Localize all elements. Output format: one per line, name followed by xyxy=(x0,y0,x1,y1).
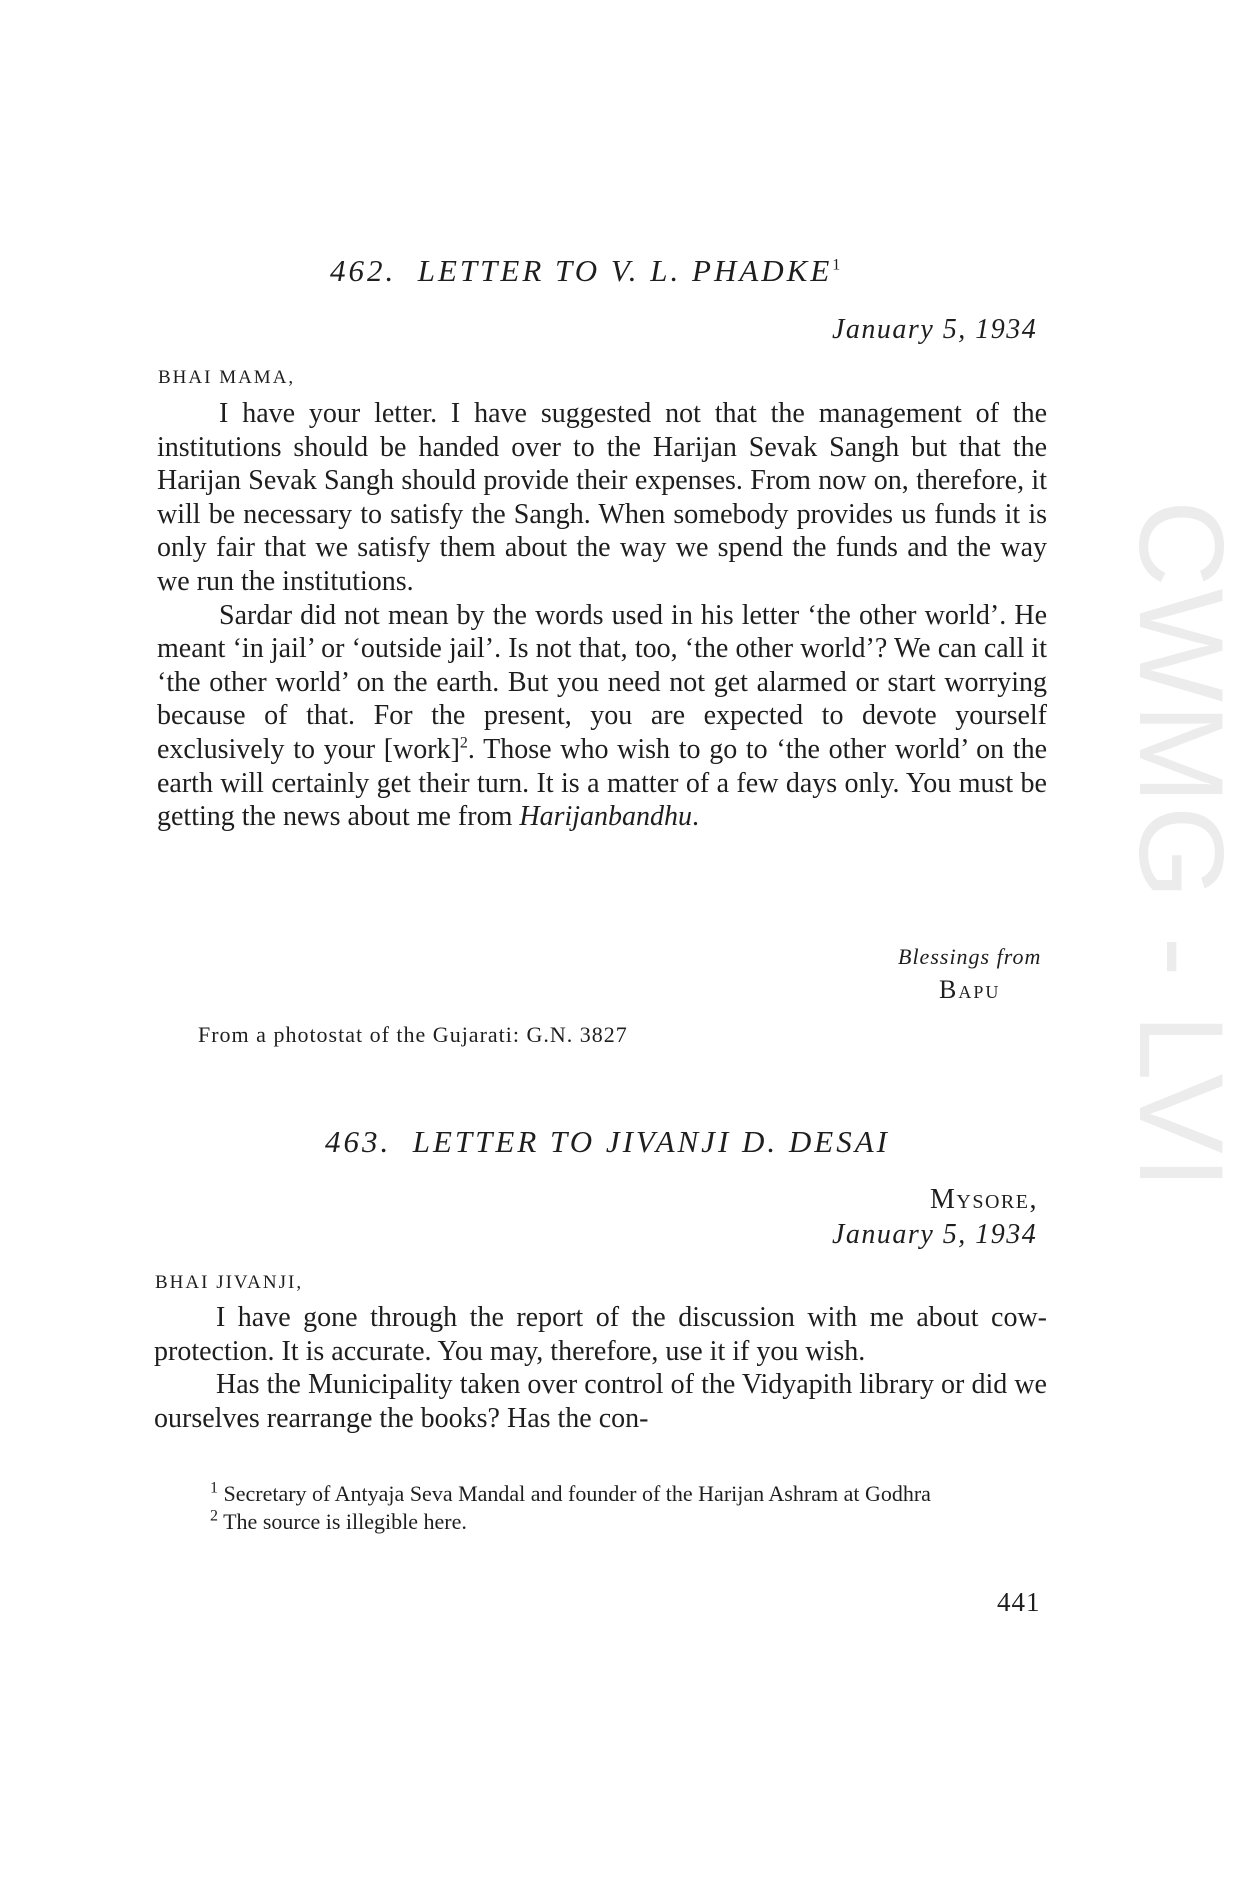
paragraph: Has the Municipality taken over control of the Vidyapith library or did we ourselves rearrange the books? Has the con- xyxy=(154,1369,1047,1434)
letter-463-date: January 5, 1934 xyxy=(832,1219,1038,1250)
letter-title: LETTER TO JIVANJI D. DESAI xyxy=(412,1124,890,1159)
sign-off: Blessings from xyxy=(898,944,1042,969)
letter-462-heading xyxy=(330,253,840,289)
letter-462-salutation: BHAI MAMA, xyxy=(158,367,296,388)
footnotes xyxy=(154,1480,1047,1536)
footnote-ref: 1 xyxy=(832,256,841,274)
watermark: CWMG - LVI xyxy=(1114,500,1248,1192)
paragraph: I have gone through the report of the discussion with me about cow-protection. It is accurate. You may, therefore, use it if you wish. xyxy=(154,1302,1047,1367)
paragraph xyxy=(157,599,1047,834)
letter-462-body xyxy=(157,397,1047,834)
footnote-text: The source is illegible here. xyxy=(223,1509,467,1534)
footnote xyxy=(154,1508,1047,1536)
letter-number: 462. xyxy=(330,253,397,288)
publication-title: Harijanbandhu xyxy=(519,801,693,833)
letter-463-heading xyxy=(325,1124,890,1160)
paragraph: I have your letter. I have suggested not that the management of the institutions should be handed over to the Harijan Sevak Sangh but that the Harijan Sevak Sangh should provide their expenses. From now on, therefore, it will be necessary to satisfy the Sangh. When somebody provides us funds it is only fair that we satisfy them about the way we spend the funds and the way we run the institutions. xyxy=(157,398,1047,597)
letter-462-date: January 5, 1934 xyxy=(832,314,1038,345)
letter-463-place: Mysore, xyxy=(930,1184,1038,1215)
paragraph-text: . xyxy=(692,801,700,833)
footnote-ref: 2 xyxy=(459,734,468,752)
footnote-number: 2 xyxy=(210,1507,218,1525)
footnote-text: Secretary of Antyaja Seva Mandal and founder of the Harijan Ashram at Godhra xyxy=(223,1481,931,1506)
source-note: From a photostat of the Gujarati: G.N. 3827 xyxy=(198,1022,628,1047)
page-number: 441 xyxy=(997,1587,1041,1617)
letter-number: 463. xyxy=(325,1124,392,1159)
footnote xyxy=(154,1480,1047,1508)
letter-title: LETTER TO V. L. PHADKE xyxy=(417,253,833,288)
signature: Bapu xyxy=(939,975,1001,1004)
footnote-number: 1 xyxy=(210,1479,218,1497)
paragraph-text: . Those who wish to go to ‘the other world’ on the earth will certainly get their turn. It is a matter of a few days only. You must be getting the news about me from xyxy=(157,733,1047,833)
paragraph-text: Sardar did not mean by the words used in his letter ‘the other world’. He meant ‘in jail’ or ‘outside jail’. Is not that, too, ‘the other world’? We can call it ‘the other world’ on the earth. But you need not get alarmed or start worrying because of that. For the present, you are expected to devote yourself exclusively to your [work] xyxy=(157,599,1047,765)
letter-463-salutation: BHAI JIVANJI, xyxy=(155,1272,304,1293)
letter-463-body xyxy=(154,1301,1047,1435)
